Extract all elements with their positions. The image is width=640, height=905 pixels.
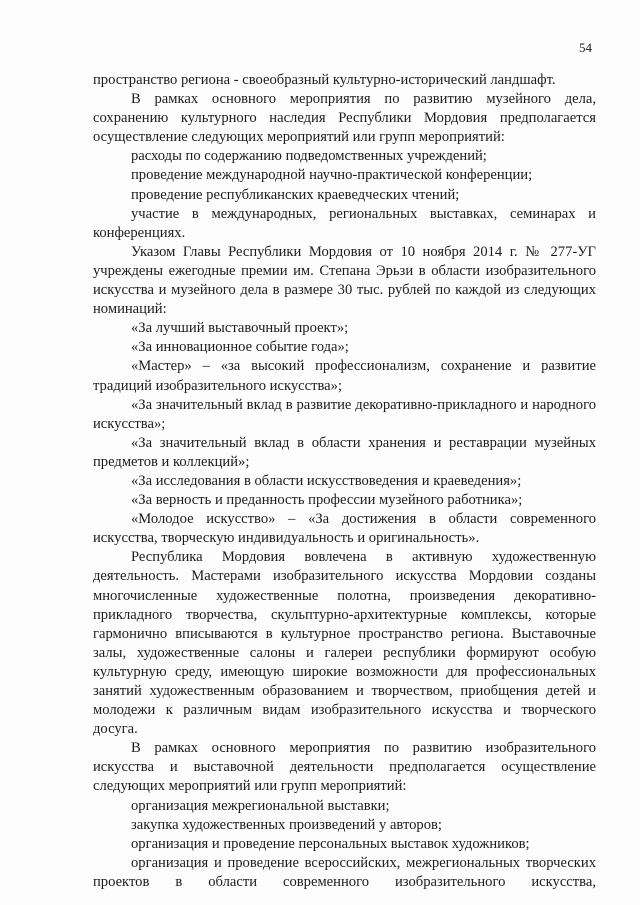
list-item: закупка художественных произведений у авторов; — [131, 816, 442, 833]
list-item: «За значительный вклад в развитие декоративно-прикладного и народного искусства»; — [93, 396, 596, 432]
list-item: расходы по содержанию подведомственных учреждений; — [131, 148, 487, 165]
page-number: 54 — [579, 40, 592, 55]
list-item: организация и проведение всероссийских, межрегиональных творческих проектов в области современного изобразительного искусства, — [93, 854, 596, 890]
paragraph: Республика Мордовия вовлечена в активную художественную деятельность. Мастерами изобразительного искусства Мордовии созданы многочисленные художественные полотна, произведения декоративно-прикладного творчества, скульптурно-архитектурные комплексы, которые гармонично вписываются в культурное пространство региона. Выставочные залы, художественные салоны и галереи республики формируют особую культурную среду, имеющую широкие возможности для профессиональных занятий художественным образованием и творчеством, приобщения детей и молодежи к различным видам изобразительного искусства и творческого досуга. — [93, 549, 596, 738]
list-item: «За лучший выставочный проект»; — [131, 320, 349, 337]
list-item: «За верность и преданность профессии музейного работника»; — [131, 492, 523, 509]
paragraph: В рамках основного мероприятия по развитию изобразительного искусства и выставочной деятельности предполагается осуществление следующих мероприятий или групп мероприятий: — [93, 740, 596, 795]
list-item: «Молодое искусство» – «За достижения в области современного искусства, творческую индивидуальность и оригинальность». — [93, 511, 596, 547]
list-item: проведение республиканских краеведческих чтений; — [131, 186, 460, 203]
list-item: «За инновационное событие года»; — [131, 339, 349, 356]
list-item: «За исследования в области искусствоведения и краеведения»; — [131, 472, 522, 489]
list-item: организация межрегиональной выставки; — [131, 797, 390, 814]
list-item: участие в международных, региональных выставках, семинарах и конференциях. — [93, 205, 596, 241]
document-body — [93, 71, 596, 892]
list-item: организация и проведение персональных выставок художников; — [131, 835, 530, 852]
paragraph: В рамках основного мероприятия по развитию музейного дела, сохранению культурного наследия Республики Мордовия предполагается осуществление следующих мероприятий или групп мероприятий: — [93, 91, 596, 146]
paragraph: пространство региона - своеобразный культурно-исторический ландшафт. — [93, 72, 556, 88]
list-item: «Мастер» – «за высокий профессионализм, сохранение и развитие традиций изобразительного искусства»; — [93, 358, 596, 394]
list-item: проведение международной научно-практической конференции; — [131, 167, 533, 184]
paragraph: Указом Главы Республики Мордовия от 10 ноября 2014 г. № 277-УГ учреждены ежегодные премии им. Степана Эрьзи в области изобразительного искусства и музейного дела в размере 30 тыс. рублей по каждой из следующих номинаций: — [93, 243, 596, 318]
list-item: «За значительный вклад в области хранения и реставрации музейных предметов и коллекций»; — [93, 434, 596, 470]
